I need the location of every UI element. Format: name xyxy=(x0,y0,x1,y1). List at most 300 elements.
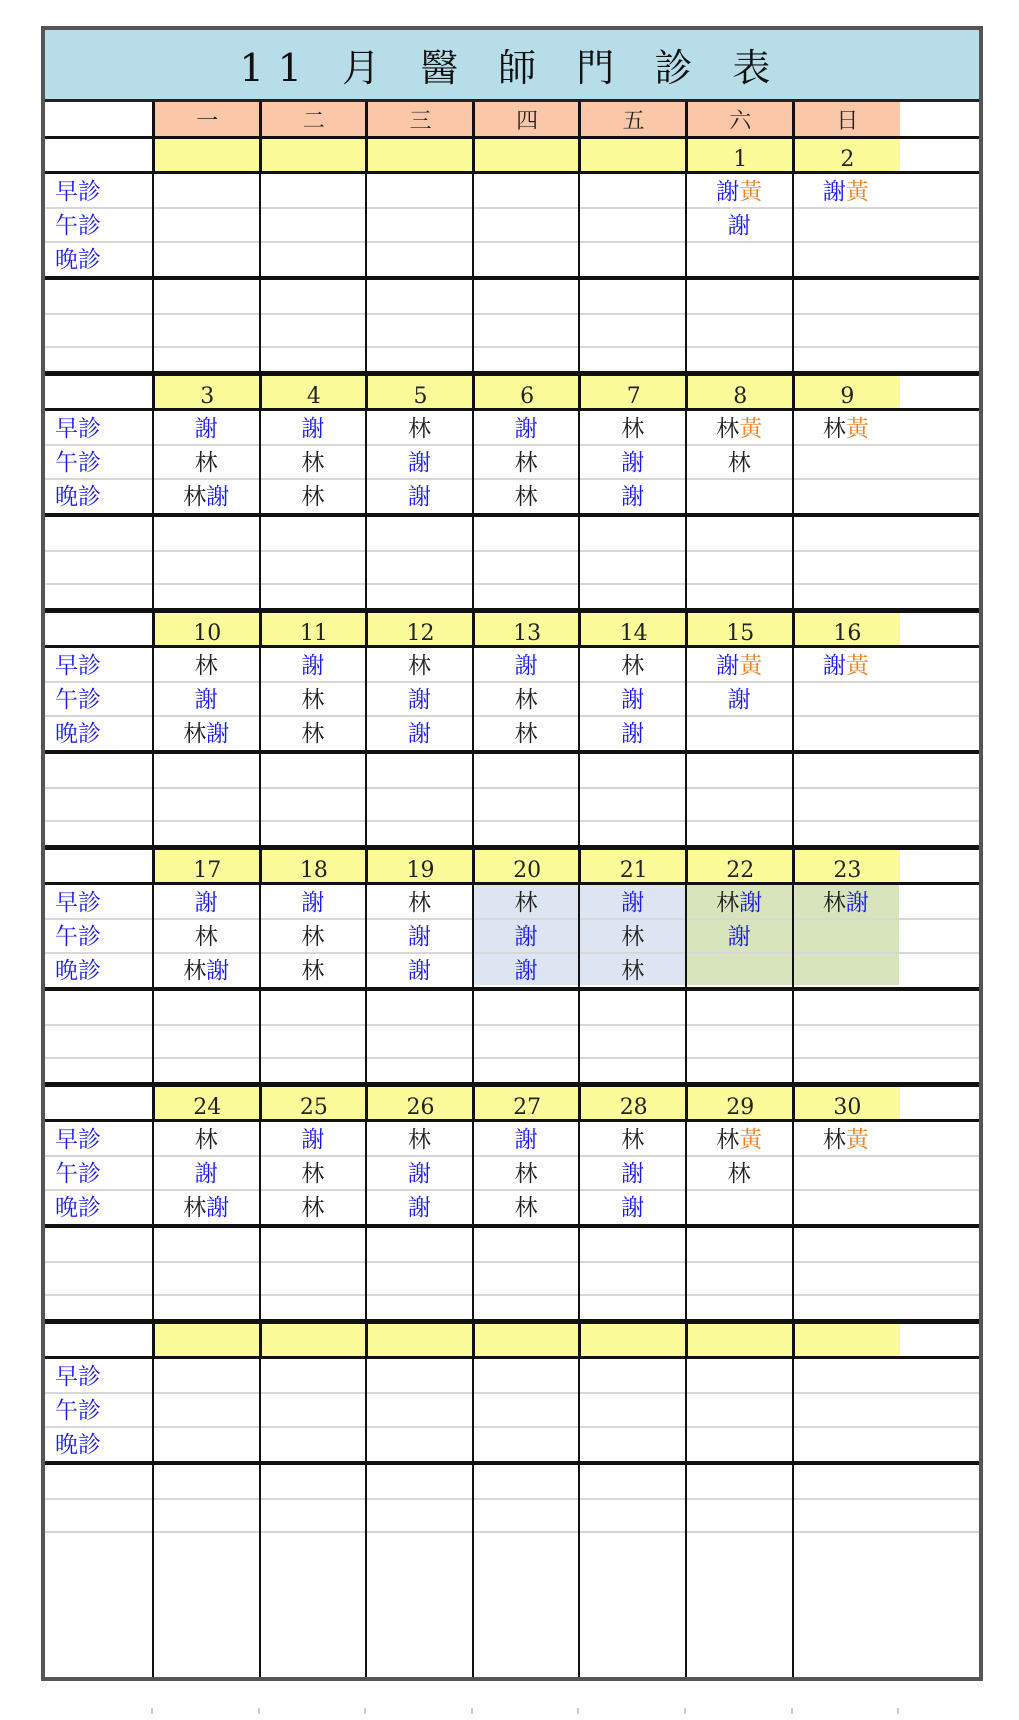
schedule-cell xyxy=(686,208,793,245)
doctor-name: 林 xyxy=(194,924,218,950)
footer-tick xyxy=(151,1708,153,1714)
doctor-name: 謝 xyxy=(301,890,325,916)
doctor-name: 謝 xyxy=(301,1127,325,1153)
schedule-cell xyxy=(366,411,473,448)
schedule-cell xyxy=(793,1122,900,1159)
date-cell xyxy=(260,1324,367,1356)
notes-separator xyxy=(45,583,979,585)
schedule-cell xyxy=(686,174,793,211)
slots-bottom-border xyxy=(45,1224,979,1228)
doctor-name: 謝 xyxy=(727,687,751,713)
schedule-cell xyxy=(579,1427,686,1464)
date-cell: 26 xyxy=(366,1087,473,1119)
doctor-name: 謝 xyxy=(621,1195,645,1221)
schedule-cell xyxy=(366,885,473,922)
schedule-cell xyxy=(473,174,580,211)
slots-bottom-border xyxy=(45,987,979,991)
doctor-name: 謝 xyxy=(514,416,538,442)
doctor-name: 謝 xyxy=(194,1161,218,1187)
schedule-cell xyxy=(153,445,260,482)
schedule-cell xyxy=(260,716,367,753)
schedule-cell xyxy=(260,1393,367,1430)
date-cell: 28 xyxy=(579,1087,686,1119)
schedule-cell xyxy=(473,919,580,956)
doctor-name: 謝 xyxy=(301,416,325,442)
weekday-2: 二 xyxy=(260,102,367,136)
schedule-cell xyxy=(579,1156,686,1193)
schedule-cell xyxy=(473,242,580,279)
notes-separator xyxy=(45,1294,979,1296)
doctor-name: 林 xyxy=(301,484,325,510)
schedule-cell xyxy=(686,411,793,448)
footer-tick xyxy=(577,1708,579,1714)
footer-tick xyxy=(897,1708,899,1714)
doctor-name: 黃 xyxy=(739,653,763,679)
doctor-name: 林 xyxy=(514,1161,538,1187)
schedule-cell xyxy=(153,885,260,922)
schedule-cell xyxy=(579,1393,686,1430)
schedule-cell xyxy=(686,1122,793,1159)
schedule-cell xyxy=(260,885,367,922)
weekday-5: 五 xyxy=(579,102,686,136)
column-divider xyxy=(685,102,687,1677)
schedule-cell xyxy=(260,174,367,211)
date-cell xyxy=(153,1324,260,1356)
schedule-cell xyxy=(473,1359,580,1396)
date-cell: 9 xyxy=(793,376,901,408)
notes-separator xyxy=(45,1024,979,1026)
slots-bottom-border xyxy=(45,513,979,517)
notes-separator xyxy=(45,313,979,315)
doctor-name: 謝 xyxy=(206,1195,230,1221)
schedule-cell xyxy=(686,1190,793,1227)
doctor-name: 林 xyxy=(514,890,538,916)
schedule-cell xyxy=(366,1190,473,1227)
schedule-cell xyxy=(579,242,686,279)
schedule-cell xyxy=(153,1427,260,1464)
date-cell: 20 xyxy=(473,850,580,882)
doctor-name: 林 xyxy=(194,1127,218,1153)
date-cell: 15 xyxy=(686,613,793,645)
weekday-6: 六 xyxy=(686,102,793,136)
schedule-cell xyxy=(686,479,793,516)
schedule-cell xyxy=(686,1359,793,1396)
schedule-cell xyxy=(579,716,686,753)
schedule-cell xyxy=(793,174,900,211)
slot-label: 晚診 xyxy=(55,1432,101,1458)
date-cell xyxy=(260,139,367,171)
weekday-4: 四 xyxy=(473,102,580,136)
schedule-cell xyxy=(793,1359,900,1396)
schedule-cell xyxy=(366,1359,473,1396)
doctor-name: 黃 xyxy=(845,416,869,442)
schedule-cell xyxy=(366,174,473,211)
doctor-name: 謝 xyxy=(845,890,869,916)
schedule-cell xyxy=(260,1427,367,1464)
doctor-name: 謝 xyxy=(301,653,325,679)
weekday-header-row xyxy=(45,102,979,136)
doctor-name: 林 xyxy=(514,1195,538,1221)
doctor-name: 謝 xyxy=(194,416,218,442)
schedule-cell xyxy=(793,242,900,279)
doctor-name: 謝 xyxy=(822,179,846,205)
slot-label: 午診 xyxy=(55,1398,101,1424)
schedule-cell xyxy=(260,919,367,956)
schedule-cell xyxy=(686,242,793,279)
date-cell xyxy=(366,1324,473,1356)
schedule-cell xyxy=(579,1190,686,1227)
schedule-cell xyxy=(473,1427,580,1464)
date-cell xyxy=(153,139,260,171)
doctor-name: 謝 xyxy=(514,653,538,679)
date-cell: 30 xyxy=(793,1087,901,1119)
schedule-cell xyxy=(473,479,580,516)
slot-label: 早診 xyxy=(55,890,101,916)
schedule-cell xyxy=(366,953,473,990)
date-cell: 13 xyxy=(473,613,580,645)
doctor-name: 謝 xyxy=(194,890,218,916)
schedule-cell xyxy=(260,648,367,685)
schedule-sheet xyxy=(41,26,983,1681)
schedule-cell xyxy=(153,1122,260,1159)
schedule-cell xyxy=(473,885,580,922)
date-cell xyxy=(793,1324,901,1356)
doctor-name: 林 xyxy=(301,958,325,984)
date-cell: 21 xyxy=(579,850,686,882)
slot-label: 早診 xyxy=(55,416,101,442)
column-divider xyxy=(365,102,367,1677)
doctor-name: 林 xyxy=(716,416,740,442)
schedule-cell xyxy=(793,1393,900,1430)
slots-bottom-border xyxy=(45,1461,979,1465)
date-cell xyxy=(473,1324,580,1356)
schedule-cell xyxy=(366,242,473,279)
doctor-name: 黃 xyxy=(845,653,869,679)
schedule-cell xyxy=(793,445,900,482)
doctor-name: 謝 xyxy=(407,958,431,984)
doctor-name: 林 xyxy=(194,450,218,476)
schedule-cell xyxy=(686,919,793,956)
slot-label: 晚診 xyxy=(55,1195,101,1221)
column-divider xyxy=(152,102,154,1677)
doctor-name: 謝 xyxy=(716,179,740,205)
footer-tick xyxy=(684,1708,686,1714)
schedule-cell xyxy=(260,411,367,448)
schedule-cell xyxy=(579,648,686,685)
slot-label: 早診 xyxy=(55,653,101,679)
doctor-name: 謝 xyxy=(727,213,751,239)
date-cell: 3 xyxy=(153,376,260,408)
schedule-cell xyxy=(153,411,260,448)
doctor-name: 林 xyxy=(183,484,207,510)
footer-tick xyxy=(791,1708,793,1714)
date-cell: 29 xyxy=(686,1087,793,1119)
doctor-name: 林 xyxy=(621,924,645,950)
schedule-cell xyxy=(473,1156,580,1193)
schedule-cell xyxy=(260,479,367,516)
doctor-name: 林 xyxy=(183,1195,207,1221)
date-cell: 1 xyxy=(686,139,793,171)
schedule-cell xyxy=(153,1190,260,1227)
schedule-cell xyxy=(793,885,900,922)
schedule-cell xyxy=(260,208,367,245)
schedule-cell xyxy=(579,411,686,448)
doctor-name: 謝 xyxy=(514,958,538,984)
schedule-cell xyxy=(153,682,260,719)
slots-bottom-border xyxy=(45,750,979,754)
schedule-cell xyxy=(473,682,580,719)
weekday-1: 一 xyxy=(153,102,260,136)
schedule-cell xyxy=(153,479,260,516)
schedule-cell xyxy=(793,411,900,448)
doctor-name: 謝 xyxy=(407,450,431,476)
schedule-cell xyxy=(473,445,580,482)
date-cell: 4 xyxy=(260,376,367,408)
schedule-cell xyxy=(473,411,580,448)
schedule-cell xyxy=(579,682,686,719)
slot-label: 早診 xyxy=(55,1127,101,1153)
schedule-cell xyxy=(473,953,580,990)
schedule-cell xyxy=(686,1393,793,1430)
date-cell: 18 xyxy=(260,850,367,882)
date-cell: 10 xyxy=(153,613,260,645)
schedule-cell xyxy=(260,242,367,279)
schedule-cell xyxy=(793,919,900,956)
doctor-name: 林 xyxy=(716,1127,740,1153)
doctor-name: 謝 xyxy=(621,484,645,510)
doctor-name: 謝 xyxy=(206,958,230,984)
doctor-name: 謝 xyxy=(822,653,846,679)
schedule-cell xyxy=(366,716,473,753)
schedule-cell xyxy=(579,479,686,516)
schedule-cell xyxy=(153,174,260,211)
schedule-cell xyxy=(366,1427,473,1464)
notes-separator xyxy=(45,1057,979,1059)
schedule-cell xyxy=(366,1122,473,1159)
doctor-name: 謝 xyxy=(407,721,431,747)
weekday-7: 日 xyxy=(793,102,901,136)
date-cell: 14 xyxy=(579,613,686,645)
page-title: 11 月 醫 師 門 診 表 xyxy=(45,30,979,102)
doctor-name: 謝 xyxy=(514,924,538,950)
schedule-cell xyxy=(579,953,686,990)
schedule-cell xyxy=(793,1427,900,1464)
schedule-cell xyxy=(686,648,793,685)
slot-label: 早診 xyxy=(55,1364,101,1390)
doctor-name: 林 xyxy=(621,1127,645,1153)
date-cell xyxy=(579,139,686,171)
schedule-cell xyxy=(686,716,793,753)
doctor-name: 謝 xyxy=(621,890,645,916)
schedule-cell xyxy=(366,208,473,245)
schedule-cell xyxy=(366,445,473,482)
schedule-cell xyxy=(579,208,686,245)
schedule-cell xyxy=(473,1190,580,1227)
column-divider xyxy=(792,102,794,1677)
column-divider xyxy=(578,102,580,1677)
date-cell xyxy=(686,1324,793,1356)
doctor-name: 謝 xyxy=(621,687,645,713)
doctor-name: 林 xyxy=(727,450,751,476)
doctor-name: 林 xyxy=(194,653,218,679)
schedule-cell xyxy=(686,682,793,719)
date-cell: 25 xyxy=(260,1087,367,1119)
doctor-name: 謝 xyxy=(621,721,645,747)
slot-label: 午診 xyxy=(55,687,101,713)
doctor-name: 謝 xyxy=(621,1161,645,1187)
notes-separator xyxy=(45,1531,979,1533)
schedule-cell xyxy=(153,1359,260,1396)
schedule-cell xyxy=(153,716,260,753)
schedule-cell xyxy=(473,1393,580,1430)
date-cell xyxy=(579,1324,686,1356)
schedule-cell xyxy=(793,1156,900,1193)
doctor-name: 謝 xyxy=(407,484,431,510)
footer-tick xyxy=(471,1708,473,1714)
schedule-cell xyxy=(686,885,793,922)
schedule-cell xyxy=(153,953,260,990)
doctor-name: 林 xyxy=(514,484,538,510)
schedule-cell xyxy=(579,1359,686,1396)
doctor-name: 林 xyxy=(407,890,431,916)
page-footer-ticks xyxy=(0,1700,1019,1720)
schedule-cell xyxy=(153,1393,260,1430)
doctor-name: 謝 xyxy=(206,484,230,510)
date-cell: 23 xyxy=(793,850,901,882)
schedule-cell xyxy=(473,208,580,245)
doctor-name: 林 xyxy=(301,1195,325,1221)
weekday-3: 三 xyxy=(366,102,473,136)
doctor-name: 謝 xyxy=(407,1195,431,1221)
schedule-cell xyxy=(260,953,367,990)
date-cell: 19 xyxy=(366,850,473,882)
schedule-cell xyxy=(260,445,367,482)
slot-label: 午診 xyxy=(55,450,101,476)
date-cell: 27 xyxy=(473,1087,580,1119)
schedule-cell xyxy=(793,479,900,516)
schedule-cell xyxy=(366,1156,473,1193)
date-cell: 6 xyxy=(473,376,580,408)
schedule-cell xyxy=(793,1190,900,1227)
schedule-cell xyxy=(473,1122,580,1159)
schedule-cell xyxy=(366,479,473,516)
slot-label: 晚診 xyxy=(55,721,101,747)
date-cell: 8 xyxy=(686,376,793,408)
schedule-cell xyxy=(793,208,900,245)
schedule-cell xyxy=(793,682,900,719)
doctor-name: 林 xyxy=(301,1161,325,1187)
slot-label: 午診 xyxy=(55,213,101,239)
schedule-cell xyxy=(260,1359,367,1396)
doctor-name: 林 xyxy=(301,450,325,476)
schedule-cell xyxy=(793,648,900,685)
schedule-cell xyxy=(579,885,686,922)
schedule-cell xyxy=(686,1427,793,1464)
slot-label: 午診 xyxy=(55,1161,101,1187)
schedule-cell xyxy=(366,682,473,719)
doctor-name: 林 xyxy=(822,416,846,442)
slot-label: 晚診 xyxy=(55,958,101,984)
date-cell: 24 xyxy=(153,1087,260,1119)
schedule-cell xyxy=(260,1190,367,1227)
schedule-cell xyxy=(579,919,686,956)
schedule-cell xyxy=(260,1122,367,1159)
date-cell: 16 xyxy=(793,613,901,645)
schedule-cell xyxy=(153,242,260,279)
doctor-name: 林 xyxy=(407,416,431,442)
date-cell xyxy=(366,139,473,171)
slot-label: 早診 xyxy=(55,179,101,205)
doctor-name: 謝 xyxy=(407,924,431,950)
doctor-name: 林 xyxy=(621,958,645,984)
schedule-cell xyxy=(260,682,367,719)
doctor-name: 謝 xyxy=(621,450,645,476)
doctor-name: 林 xyxy=(183,721,207,747)
schedule-cell xyxy=(686,1156,793,1193)
notes-separator xyxy=(45,1498,979,1500)
doctor-name: 謝 xyxy=(514,1127,538,1153)
slot-label: 午診 xyxy=(55,924,101,950)
doctor-name: 林 xyxy=(301,687,325,713)
doctor-name: 林 xyxy=(822,890,846,916)
notes-separator xyxy=(45,787,979,789)
doctor-name: 林 xyxy=(407,1127,431,1153)
doctor-name: 謝 xyxy=(206,721,230,747)
doctor-name: 林 xyxy=(514,450,538,476)
doctor-name: 謝 xyxy=(407,1161,431,1187)
doctor-name: 黃 xyxy=(739,1127,763,1153)
schedule-cell xyxy=(366,919,473,956)
schedule-cell xyxy=(793,716,900,753)
schedule-cell xyxy=(473,716,580,753)
column-divider xyxy=(472,102,474,1677)
doctor-name: 林 xyxy=(301,924,325,950)
doctor-name: 林 xyxy=(301,721,325,747)
date-cell: 2 xyxy=(793,139,901,171)
notes-separator xyxy=(45,550,979,552)
schedule-cell xyxy=(686,445,793,482)
doctor-name: 林 xyxy=(716,890,740,916)
doctor-name: 黃 xyxy=(739,416,763,442)
doctor-name: 林 xyxy=(514,687,538,713)
slots-bottom-border xyxy=(45,276,979,280)
doctor-name: 謝 xyxy=(716,653,740,679)
schedule-cell xyxy=(473,648,580,685)
doctor-name: 林 xyxy=(183,958,207,984)
schedule-cell xyxy=(579,445,686,482)
date-cell: 17 xyxy=(153,850,260,882)
date-cell: 11 xyxy=(260,613,367,645)
doctor-name: 林 xyxy=(514,721,538,747)
date-cell: 12 xyxy=(366,613,473,645)
doctor-name: 黃 xyxy=(845,1127,869,1153)
doctor-name: 謝 xyxy=(194,687,218,713)
schedule-cell xyxy=(579,174,686,211)
doctor-name: 謝 xyxy=(407,687,431,713)
slot-label: 晚診 xyxy=(55,484,101,510)
date-cell: 22 xyxy=(686,850,793,882)
notes-separator xyxy=(45,346,979,348)
doctor-name: 林 xyxy=(621,416,645,442)
schedule-cell xyxy=(153,1156,260,1193)
date-cell: 7 xyxy=(579,376,686,408)
schedule-cell xyxy=(579,1122,686,1159)
schedule-cell xyxy=(153,648,260,685)
schedule-cell xyxy=(153,919,260,956)
column-divider xyxy=(259,102,261,1677)
schedule-cell xyxy=(153,208,260,245)
footer-tick xyxy=(364,1708,366,1714)
